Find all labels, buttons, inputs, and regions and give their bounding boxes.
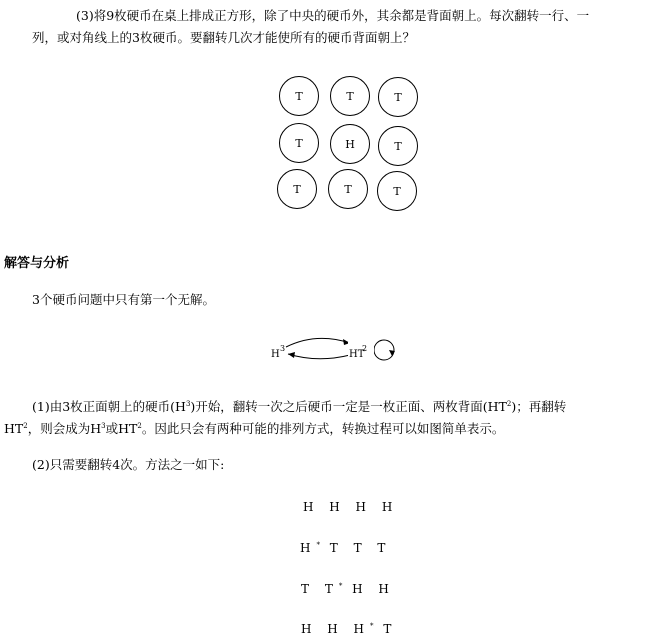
para2-text: (2)只需要翻转4次。方法之一如下: — [32, 457, 225, 472]
problem-line-1: (3)将9枚硬币在桌上排成正方形，除了中央的硬币外，其余都是背面朝上。每次翻转一行、一 — [76, 8, 590, 23]
section-title: 解答与分析 — [4, 256, 70, 271]
intro-text: 3个硬币问题中只有第一个无解。 — [32, 292, 215, 307]
coin-r3c2: T — [328, 169, 368, 209]
coin-r3c1: T — [277, 169, 317, 209]
coin-r1c1: T — [279, 76, 319, 116]
para1-line2: $HT^2$，则会成为$H^3$或$HT^2$。因此只会有两种可能的排列方式，转换过程可以如图简单表示。 — [4, 421, 505, 436]
sequence-step-1: H* T T T — [300, 541, 392, 555]
coin-r2c2: H — [330, 124, 370, 164]
state-ht2-exp: 2 — [362, 344, 368, 353]
arrow-back-head — [288, 352, 295, 358]
self-loop-head — [389, 350, 395, 356]
sequence-step-3: H H H* T — [301, 622, 398, 636]
coin-r3c3: T — [377, 171, 417, 211]
state-h3-exp: 3 — [280, 344, 286, 353]
para1-line1: (1)由3枚正面朝上的硬币$(H^3)$开始，翻转一次之后硬币一定是一枚正面、两枚背面$(HT^2)$；再翻转 — [32, 399, 567, 414]
coin-r2c1: T — [279, 123, 319, 163]
sequence-step-2: T T* H H — [301, 582, 395, 596]
problem-line-2: 列，或对角线上的3枚硬币。要翻转几次才能使所有的硬币背面朝上？ — [32, 30, 415, 45]
self-loop — [374, 340, 394, 360]
coin-r2c3: T — [378, 126, 418, 166]
coin-r1c3: T — [378, 77, 418, 117]
state-ht2: HT — [349, 349, 365, 360]
arrow-forward — [286, 338, 350, 347]
sequence-step-0: H H H H — [303, 500, 399, 514]
arrow-back — [288, 354, 350, 359]
transition-diagram — [268, 330, 408, 370]
coin-r1c2: T — [330, 76, 370, 116]
state-h3: H — [271, 349, 280, 360]
